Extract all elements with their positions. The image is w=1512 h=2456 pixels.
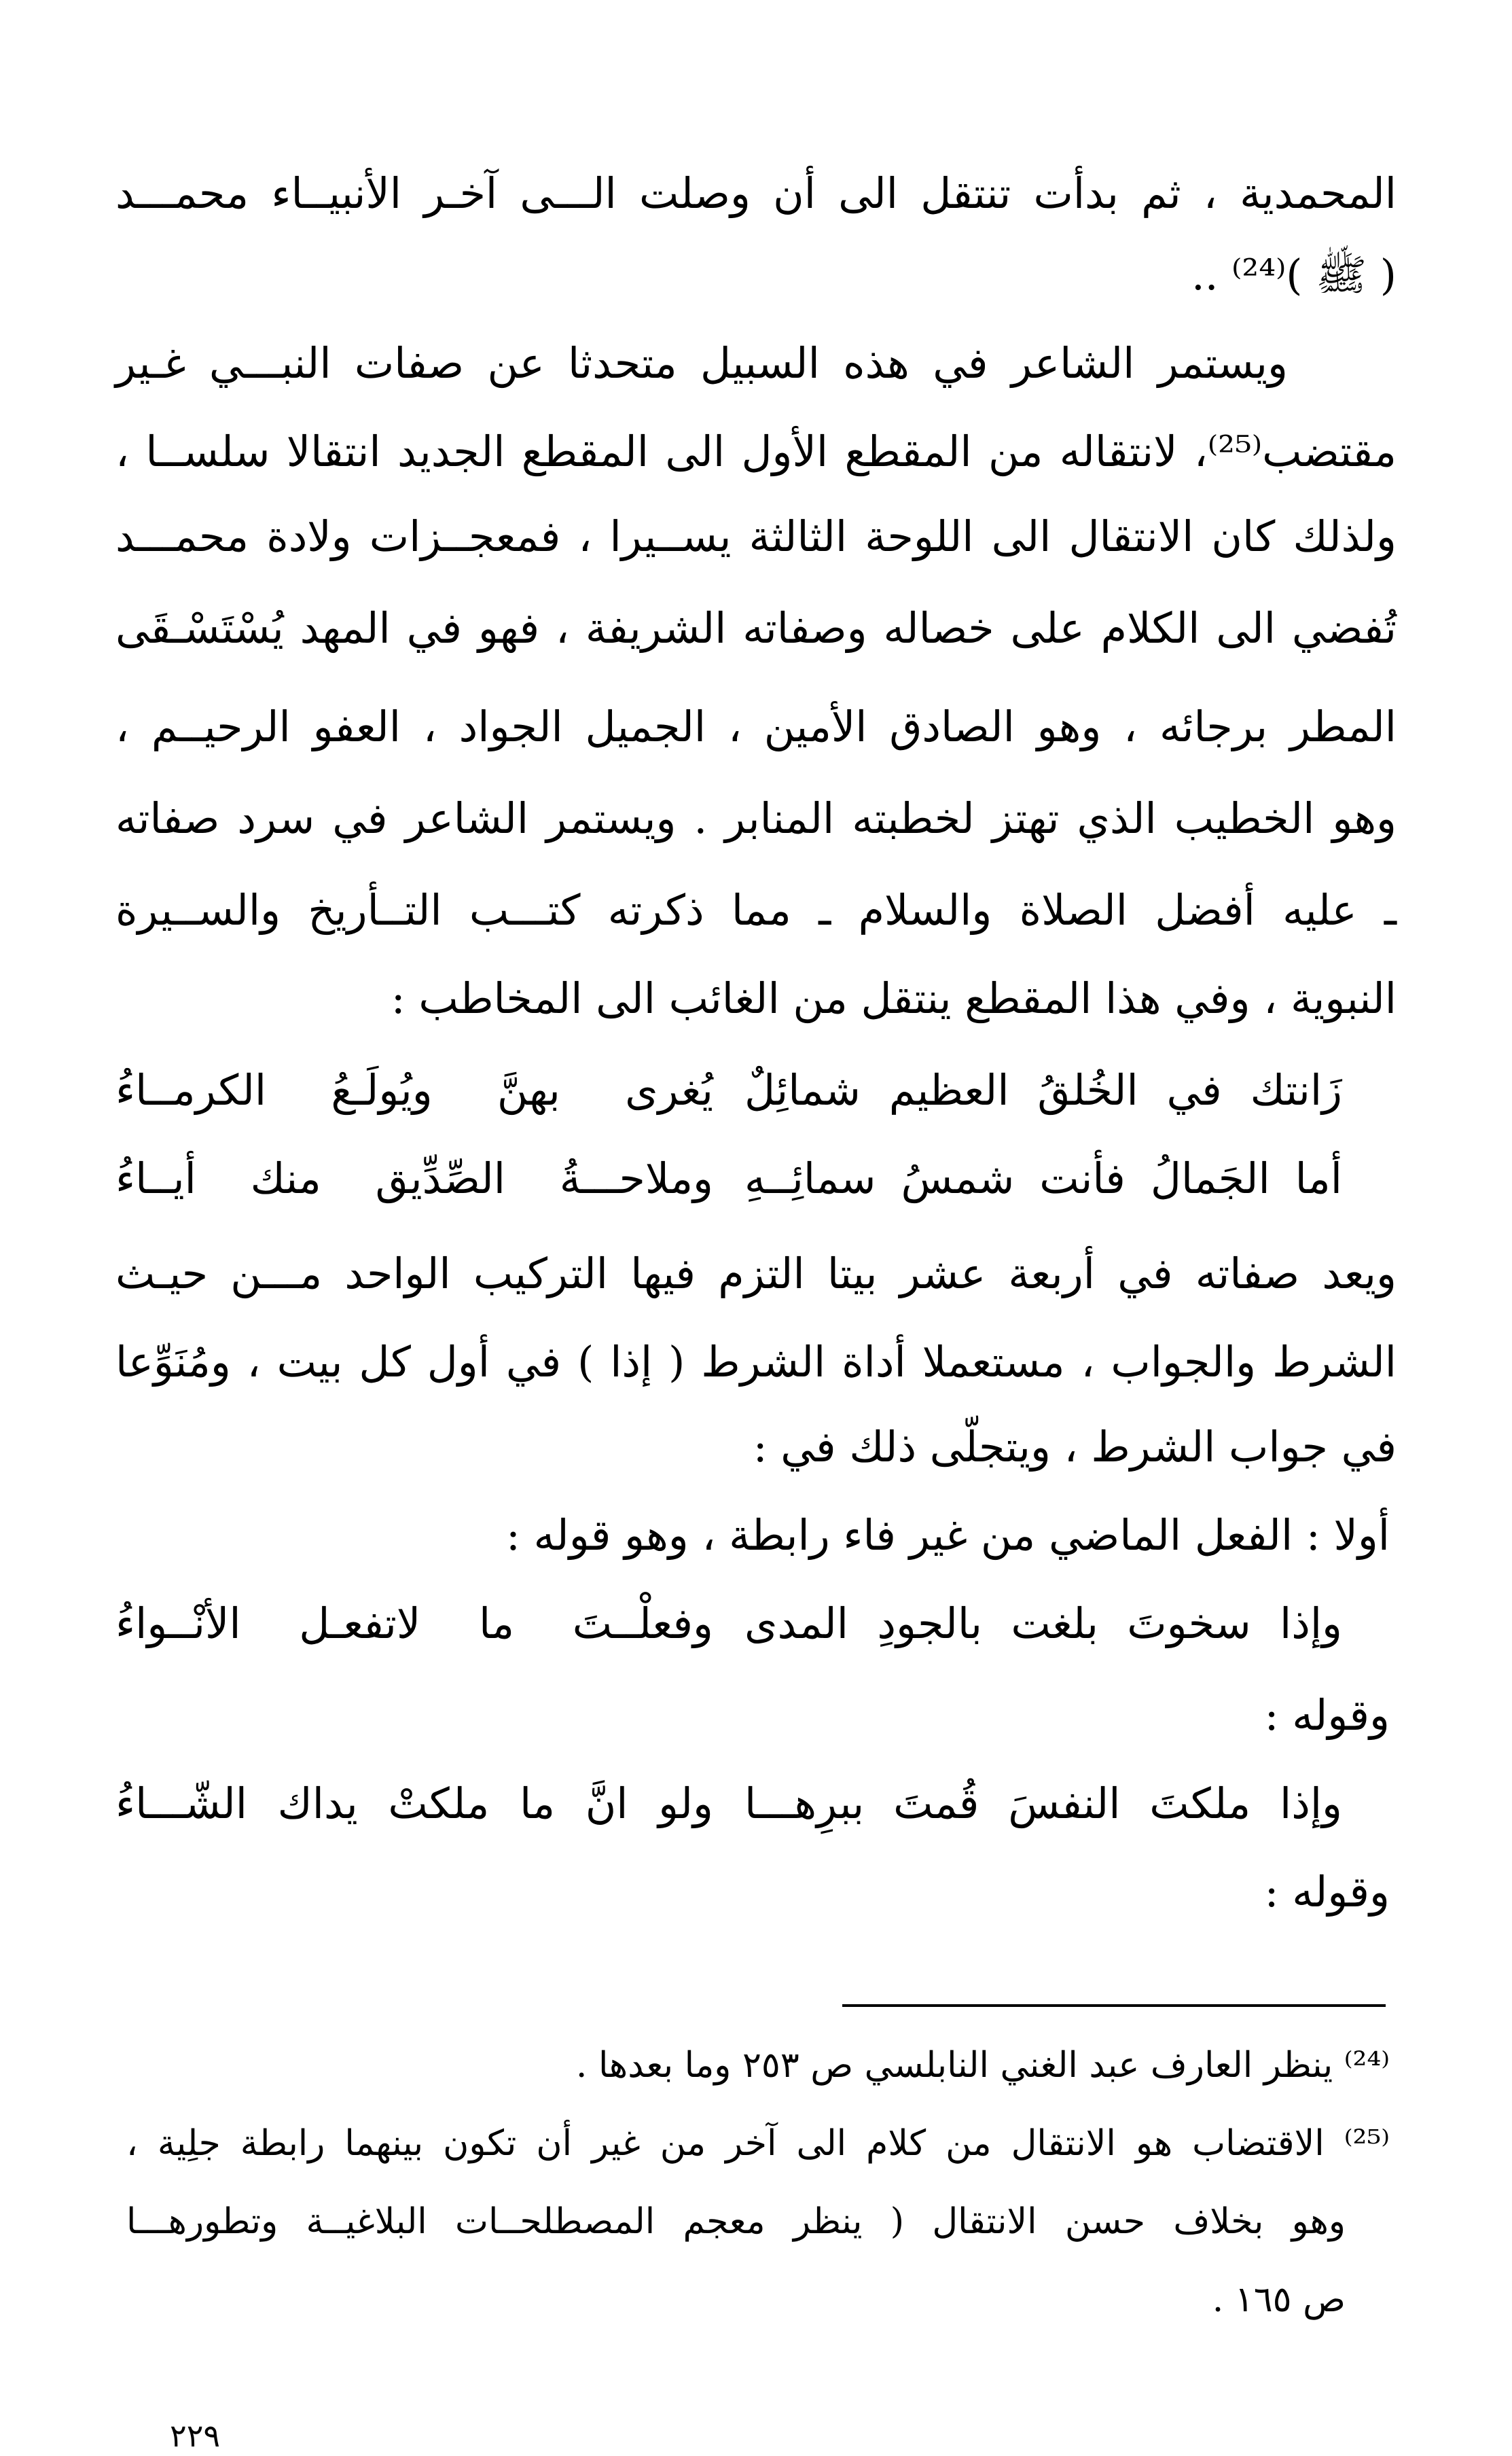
- point-heading: أولا : الفعل الماضي من غير فاء رابطة ، وهو قوله :: [505, 1510, 1390, 1560]
- verse-second-hemistich: وفعلْــتَ ما لاتفعـل الأنْــواءُ: [115, 1599, 713, 1648]
- body-line: تُفضي الى الكلام على خصاله وصفاته الشريفة ، فهو في المهد يُسْتَسْـقَى: [115, 603, 1397, 653]
- body-line: الشرط والجواب ، مستعملا أداة الشرط ( إذا ) في أول كل بيت ، ومُنَوِّعا: [115, 1337, 1397, 1387]
- verse-line: [115, 1148, 1342, 1209]
- body-line: مقتضب⁽²⁵⁾، لانتقاله من المقطع الأول الى المقطع الجديد انتقالا سلســا ،: [115, 427, 1397, 476]
- body-line: وهو الخطيب الذي تهتز لخطبته المنابر . ويستمر الشاعر في سرد صفاته: [115, 794, 1397, 843]
- verse-line: [115, 1593, 1342, 1654]
- body-line: ولذلك كان الانتقال الى اللوحة الثالثة يســيرا ، فمعجــزات ولادة محمـــد: [115, 512, 1397, 561]
- body-line: المطر برجائه ، وهو الصادق الأمين ، الجميل الجواد ، العفو الرحيــم ،: [115, 702, 1397, 751]
- qawluhu-label: وقوله :: [1264, 1867, 1390, 1917]
- body-line: ويعد صفاته في أربعة عشر بيتا التزم فيها التركيب الواحد مـــن حيـث: [115, 1249, 1397, 1298]
- verse-first-hemistich: زَانتك في الخُلقُ العظيم شمائِلٌ: [744, 1065, 1342, 1115]
- verse-line: [115, 1060, 1342, 1121]
- body-line: المحمدية ، ثم بدأت تنتقل الى أن وصلت الـــى آخـر الأنبيــاء محمـــد: [115, 168, 1397, 218]
- qawluhu-label: وقوله :: [1264, 1690, 1390, 1740]
- footnote-continuation: وهو بخلاف حسن الانتقال ( ينظر معجم المصطلحــات البلاغيــة وتطورهـــا: [126, 2201, 1346, 2242]
- footnote: ⁽²⁴⁾ ينظر العارف عبد الغني النابلسي ص ٢٥٣ وما بعدها .: [575, 2045, 1390, 2086]
- footnote-separator: [842, 2004, 1386, 2007]
- body-line: النبوية ، وفي هذا المقطع ينتقل من الغائب الى المخاطب :: [391, 974, 1397, 1023]
- page-number: ٢٢٩: [170, 2417, 221, 2454]
- verse-line: [115, 1773, 1342, 1834]
- verse-second-hemistich: يُغرى بهنَّ ويُولَـعُ الكرمــاءُ: [115, 1065, 713, 1115]
- verse-first-hemistich: أما الجَمالُ فأنت شمسُ سمائِــهِ: [744, 1154, 1342, 1203]
- body-line: في جواب الشرط ، ويتجلّى ذلك في :: [753, 1422, 1397, 1472]
- verse-second-hemistich: وملاحـــةُ الصِّدِّيق منك أيــاءُ: [115, 1154, 713, 1203]
- verse-first-hemistich: وإذا ملكتَ النفسَ قُمتَ ببرِهـــا: [744, 1779, 1342, 1828]
- body-line: ( ﷺ )⁽²⁴⁾ ..: [1191, 250, 1397, 300]
- body-line: ويستمر الشاعر في هذه السبيل متحدثا عن صفات النبـــي غـير: [115, 338, 1288, 388]
- body-line: ـ عليه أفضل الصلاة والسلام ـ مما ذكرته كتـــب التــأريخ والســيرة: [115, 885, 1397, 935]
- footnote-continuation: ص ١٦٥ .: [1212, 2279, 1346, 2320]
- verse-second-hemistich: ولو انَّ ما ملكتْ يداك الشّـــاءُ: [115, 1779, 713, 1828]
- verse-first-hemistich: وإذا سخوتَ بلغت بالجودِ المدى: [744, 1599, 1342, 1648]
- footnote: ⁽²⁵⁾ الاقتضاب هو الانتقال من كلام الى آخر من غير أن تكون بينهما رابطة جلِية ،: [126, 2123, 1390, 2164]
